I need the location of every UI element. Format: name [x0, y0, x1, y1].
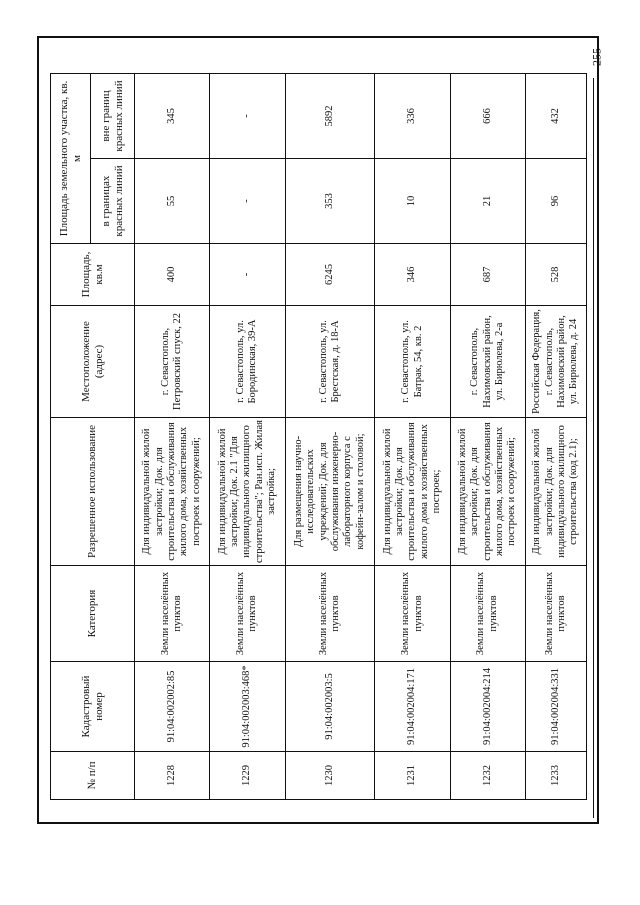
header-within-red: в границах красных линий	[91, 159, 135, 244]
cell-area: 346	[375, 244, 450, 306]
table-row	[526, 73, 587, 799]
land-plots-table	[50, 73, 587, 800]
cell-outside-red: 5892	[285, 73, 375, 158]
header-category: Категория	[51, 566, 135, 662]
table-row	[135, 73, 210, 799]
cell-outside-red: -	[210, 73, 285, 158]
cell-location: Российская Федерация, г. Севастополь, Нахимовский район, ул. Бирюлева, д. 24	[526, 306, 587, 418]
cell-num: 1233	[526, 752, 587, 800]
header-land-area: Площадь земельного участка, кв. м	[51, 73, 91, 243]
cell-area: 687	[450, 244, 525, 306]
cell-area: 400	[135, 244, 210, 306]
land-plots-table-wrapper	[50, 74, 587, 800]
cell-within-red: -	[210, 159, 285, 244]
cell-outside-red: 432	[526, 73, 587, 158]
cell-num: 1232	[450, 752, 525, 800]
table-row	[285, 73, 375, 799]
cell-permitted-use: Для индивидуальной жилой застройки; Док. для строительства и обслуживания жилого дома, хозяйственных построек и сооружений;	[450, 418, 525, 566]
header-area: Площадь, кв.м	[51, 244, 135, 306]
table-row	[450, 73, 525, 799]
cell-outside-red: 666	[450, 73, 525, 158]
cell-area: 6245	[285, 244, 375, 306]
cell-area: -	[210, 244, 285, 306]
cell-category: Земли населённых пунктов	[526, 566, 587, 662]
header-num: № п/п	[51, 752, 135, 800]
page-number: 255	[589, 48, 604, 66]
cell-category: Земли населённых пунктов	[135, 566, 210, 662]
cell-num: 1230	[285, 752, 375, 800]
cell-category: Земли населённых пунктов	[375, 566, 450, 662]
cell-cadastral: 91:04:002002:85	[135, 662, 210, 752]
cell-permitted-use: Для индивидуальной жилой застройки; Док. для строительства и обслуживания жилого дома, хозяйственных построек и сооружений;	[135, 418, 210, 566]
cell-num: 1229	[210, 752, 285, 800]
cell-within-red: 55	[135, 159, 210, 244]
table-row	[210, 73, 285, 799]
header-cadastral: Кадастровый номер	[51, 662, 135, 752]
cell-location: г. Севастополь, Петровский спуск, 22	[135, 306, 210, 418]
cell-cadastral: 91:04:002003:5	[285, 662, 375, 752]
cell-location: г. Севастополь, ул. Батрак, 54, кв. 2	[375, 306, 450, 418]
cell-location: г. Севастополь, Нахимовский район, ул. Бирюлева, 2-а	[450, 306, 525, 418]
cell-category: Земли населённых пунктов	[210, 566, 285, 662]
header-row-1	[51, 73, 91, 799]
cell-category: Земли населённых пунктов	[450, 566, 525, 662]
page-rule	[593, 78, 594, 818]
cell-location: г. Севастополь, ул. Брестская, д. 18-А	[285, 306, 375, 418]
cell-num: 1228	[135, 752, 210, 800]
header-outside-red: вне границ красных линий	[91, 73, 135, 158]
cell-outside-red: 336	[375, 73, 450, 158]
table-row	[375, 73, 450, 799]
cell-within-red: 21	[450, 159, 525, 244]
cell-cadastral: 91:04:002003:468*	[210, 662, 285, 752]
cell-cadastral: 91:04:002004:331	[526, 662, 587, 752]
cell-permitted-use: Для индивидуальной жилой застройки; Док. для строительства и обслуживания жилого дома и хозяйственных построек;	[375, 418, 450, 566]
cell-num: 1231	[375, 752, 450, 800]
cell-category: Земли населённых пунктов	[285, 566, 375, 662]
cell-area: 528	[526, 244, 587, 306]
cell-within-red: 353	[285, 159, 375, 244]
cell-cadastral: 91:04:002004:214	[450, 662, 525, 752]
cell-within-red: 96	[526, 159, 587, 244]
cell-outside-red: 345	[135, 73, 210, 158]
cell-permitted-use: Для индивидуальной жилой застройки; Док. 2.1 "Для индивидуального жилищного строительства"; Ран.исп. Жилая застройка;	[210, 418, 285, 566]
header-location: Местоположение (адрес)	[51, 306, 135, 418]
header-permitted-use: Разрешенное использование	[51, 418, 135, 566]
cell-permitted-use: Для индивидуальной жилой застройки; Док. для индивидуального жилищного строительства (код 2.1);	[526, 418, 587, 566]
cell-location: г. Севастополь, ул. Бородинская, 39-А	[210, 306, 285, 418]
cell-cadastral: 91:04:002004:171	[375, 662, 450, 752]
cell-within-red: 10	[375, 159, 450, 244]
cell-permitted-use: Для размещения научно-исследовательских учреждений; Док. для обслуживания инженерно-лабораторного корпуса с кофейн-залом и столовой;	[285, 418, 375, 566]
